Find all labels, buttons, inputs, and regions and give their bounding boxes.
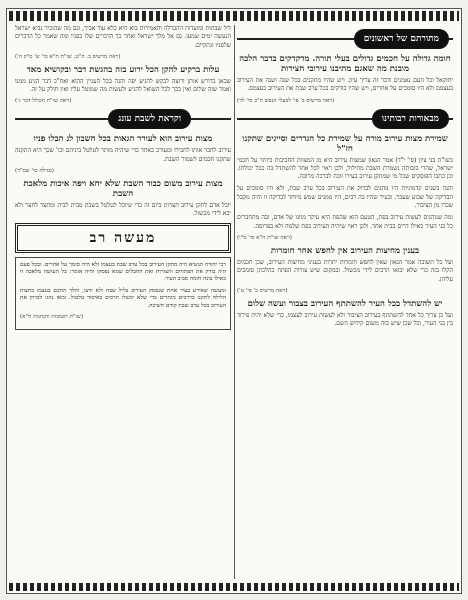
banner-label: וקראת לשבת עונג bbox=[108, 109, 191, 129]
article-paragraph: יחזקאל וכל העם נאמנים ודבר זה צריך עיון. ויש שהיו מתקנים בכל שנה ושנה את העירוב בעצמם ולא היו סומכים על אחרים, ויש שהיו בודקים בכל ערב שבת את העירוב בעצמם. bbox=[237, 77, 453, 93]
source-citation: (ראה שו"ת ח"א סי' מ"ו) bbox=[237, 234, 292, 241]
article-heading: יש להשתדל בכל העיר להשתתף העירוב בצבור ועשה שלום bbox=[247, 298, 443, 309]
box-title: מעשה רב bbox=[15, 223, 231, 253]
box-paragraph: רבי יהודה הנשיא היה מתקן העירוב בכל ערב שבת בעצמו ולא היה סומך על אחרים. ובכל פעם היה בודק את הפתחים והצורות ואת החבלים שמא נפסקו והיה אומר: כל העושה מלאכה זו כאילו בונה חומה סביב העיר. bbox=[20, 261, 226, 283]
article-paragraph: עירוב לחבר אותו לחבירו ומעורב כאחד כדי שיהיה מותר לטלטל ביניהם וכו' שכך היא התקנה שתקנו חכמים לשמור השבת. bbox=[15, 147, 231, 163]
source-citation: (ראה מרשיס ב' פי' לבעלי הנפש ח"ב סי' לד) bbox=[237, 97, 335, 104]
article-paragraph: והנה בשנים קדמוניות היו נוהגים לבדוק את העירוב בכל ערב שבת, ולא היו סומכים על הבדיקה של שבוע שעבר. ובעיר שהיו בה רבים, היו ממנים שמש מיוחד לבדיקה זו והיה מקבל שכרו מן הציבור. bbox=[237, 185, 453, 210]
bottom-ornamental-border bbox=[9, 583, 459, 591]
section-banner bbox=[15, 109, 231, 129]
top-ornamental-border bbox=[9, 11, 459, 21]
article-paragraph: בשו"ת בני ציון (סי' י"ד) אמר הגאון שמצות עירוב היא מן המצוות החביבות ביותר על חכמי ישראל, שהרי בזכותה נשמרת השבת מחילול, ולכן ראוי לכל אחד להשתדל בה ככל יכולתו. וכן כתבו הפוסקים שכל מי שמתקן עירוב בעירו זוכה לברכה מרובה. bbox=[237, 156, 453, 181]
box-paragraph: ומעשה שאירע בעיר אחת שנפסק העירוב בליל שבת ולא ידעו, והלך החכם בעצמו בחצות הלילה לתקנו בדרכים מותרים כדי שלא יכשלו הרבים באיסור טלטול. ומאז נהגו לבדוק את העירוב בכל ערב שבת קודם חשיכה. bbox=[20, 287, 226, 309]
article-heading: מצות עירוב הוא לעורר הגאות בכל חשבון לנ הבלו פניו bbox=[33, 134, 213, 145]
article-paragraph: שכאן בדורש אותן ורוצה לבקש להגיע יפה והנה בכל העניין ההוא ואח"כ דבר הגיע ממנו ואמר שזה שלום ואין בכך לכל השואל להגיע ולעשות מה שמוטל עליו ואין חולק על זה. bbox=[15, 77, 231, 94]
article-heading: חומה גדולה על חכמים גדולים בעלי תורה. מדקדקים בדבר הלכה מובנת מה שאגם מתיבנו עירובי חצירות bbox=[239, 54, 451, 74]
article-paragraph: ועל כל תשובה אמר הגאון שאין לחפש חומרות יתרות בעניני מחיצות העירוב, שכן חכמים הקלו בזה כדי שלא יבואו הרבים לידי מכשול. ובמקום שיש צורות הפתח כהלכתן סומכים עליהן. bbox=[237, 258, 453, 283]
article-paragraph: ועל כן צריך כל אחד להשתתף בעירוב הציבור ולא לעשות עירוב לעצמו, כדי שלא יהיה פירוד בין בני העיר, וכל שכן שיש בזה משום קידוש השם. bbox=[237, 311, 453, 328]
banner-label: מתורתם של ראשונים bbox=[354, 29, 449, 49]
source-citation: (מגילה סי' שס"ד) bbox=[15, 168, 54, 175]
left-column bbox=[15, 25, 231, 579]
article-paragraph: ליל שבתות ומועדות ההבדלה והאמירות בוא היא כלא עוד אביך, וגם מה שהזכיר נביא ישראל הנעשה ימים שמעו. גם אל מלך ישראל ואחר כך הדברים שלו בפניו ומה שאמר כל הדברים שלפניו ונתקיים. bbox=[15, 25, 231, 49]
section-banner bbox=[237, 109, 453, 129]
article-paragraph: יוכל אדם לתקן עירוב חצרות ביום זה כדי שיוכל לטלטל בשבת מבית לבית ומחצר לחצר ולא יבא לידי מכשול. bbox=[15, 202, 231, 218]
story-box bbox=[15, 257, 231, 330]
source-citation: (ראה שו"ת הכולל דבר ג') bbox=[15, 98, 72, 105]
article-heading: בענין מחיצות העירוב אין לחפש אחר חומרות bbox=[270, 245, 420, 256]
right-column bbox=[237, 25, 453, 579]
source-citation: (שו"ת תשובות והנהגות ח"א) bbox=[20, 314, 84, 321]
article-heading: עלות ברקיע להקן הכל ירוע בזה בהגשת דבר ובקושיא מאד bbox=[26, 64, 220, 75]
source-citation: (ראה מרשיס ב. ה"ט, שו"ת ח"א סי' ש' ס"ק ה') bbox=[15, 53, 121, 60]
article-heading: מצות עירוב משום כבוד השבת שלא יחא ויפה איכות מלאכת השבת bbox=[23, 179, 223, 200]
article-paragraph: ומה שנוהגים לעשות עירוב בפת, הטעם הוא שהפת היא עיקר מזונו של אדם, ובה מתחברים כל בני העיר כאילו דרים בבית אחד. ולכן ראוי שיהיה העירוב בפת שלמה ולא בפרוסה. bbox=[237, 214, 453, 230]
article-heading: שמירת מצות עירוב מורה על שמירת כל הגדרים וסייגים שתקנו חז"ל bbox=[242, 133, 448, 154]
banner-label: מבאורות רבותינו bbox=[372, 109, 449, 129]
section-banner bbox=[237, 29, 453, 49]
newsletter-page bbox=[6, 8, 462, 594]
source-citation: (ראה מרשיס ב' פי' ט') bbox=[237, 287, 288, 294]
column-divider bbox=[234, 25, 235, 579]
